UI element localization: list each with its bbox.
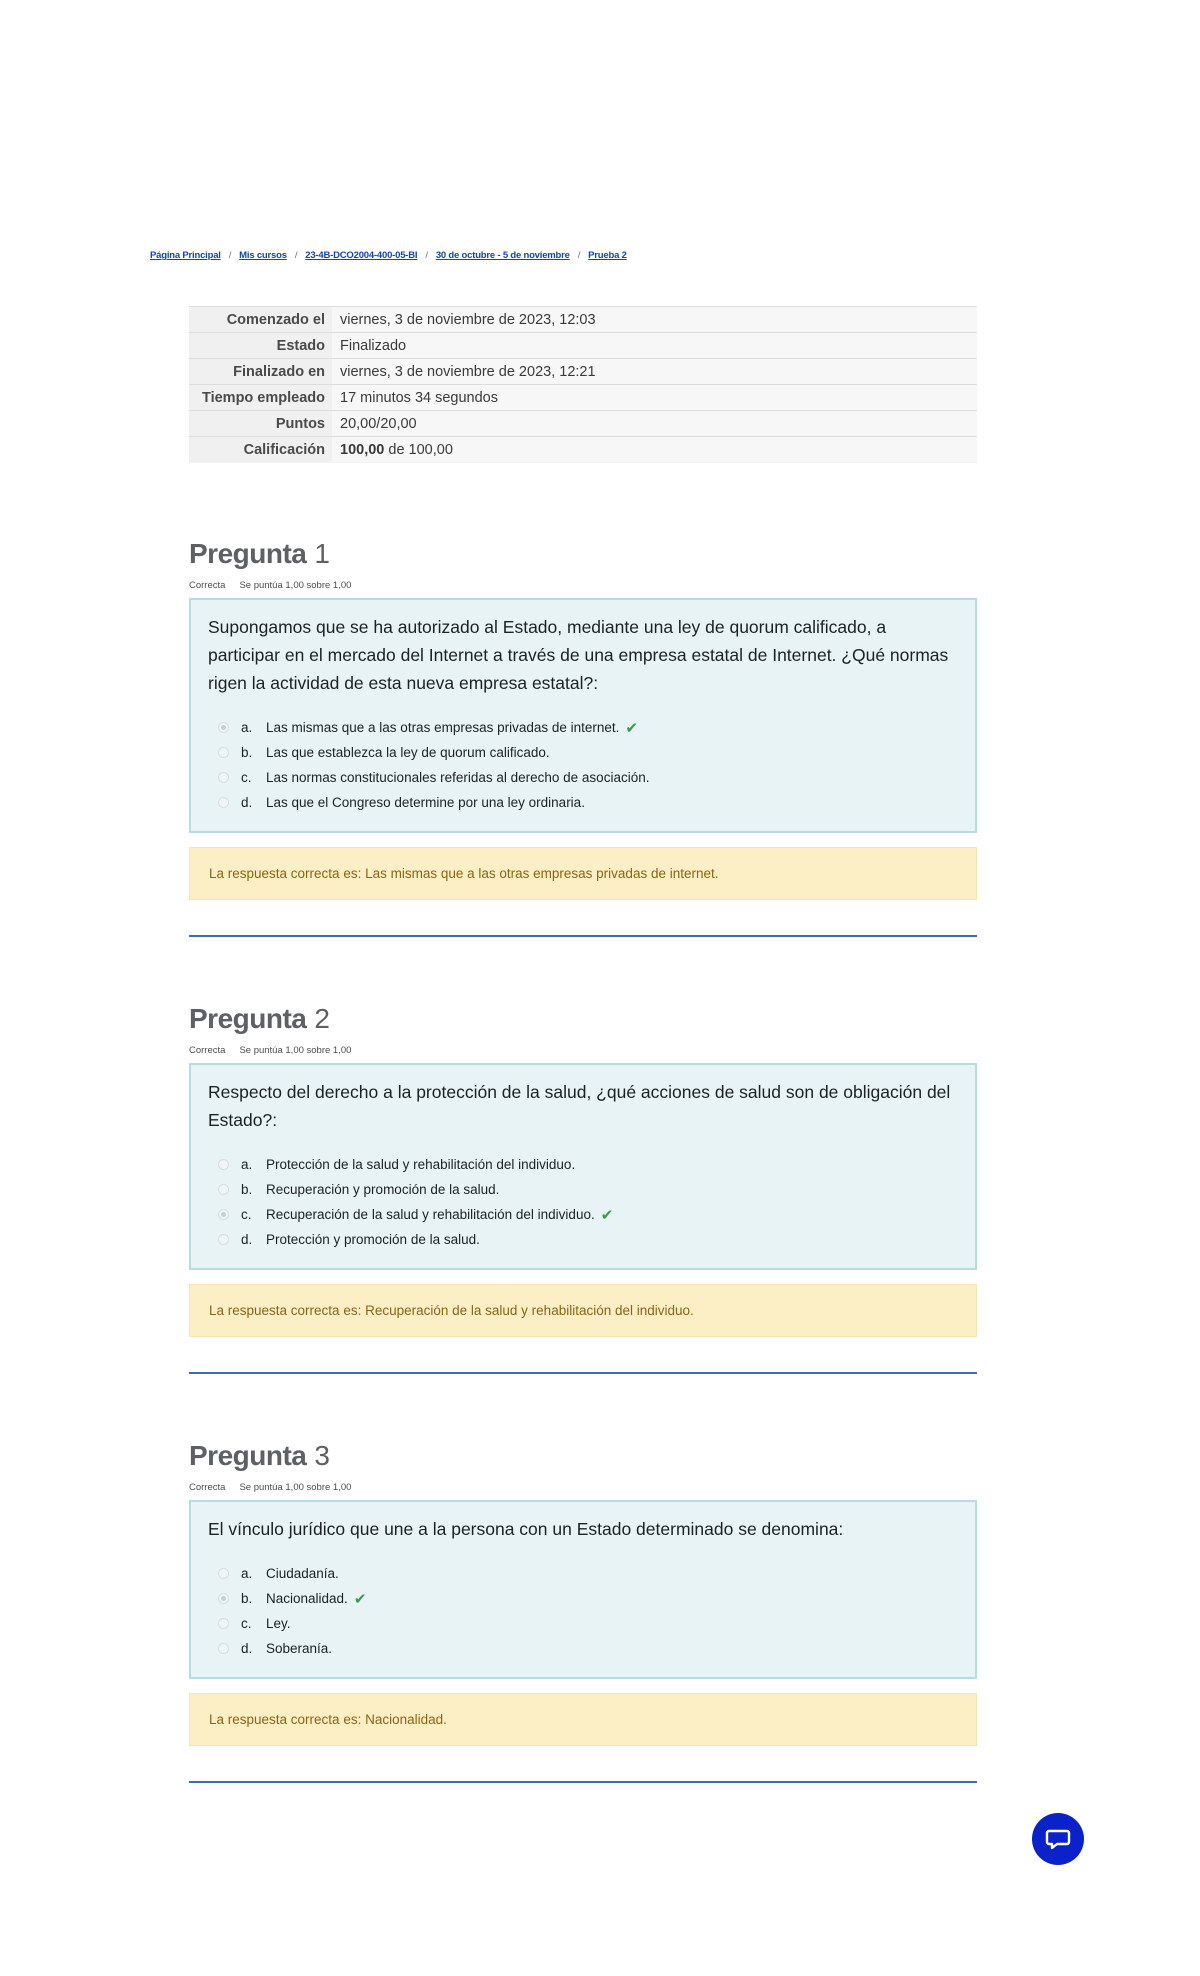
question-box [189, 598, 977, 833]
question-1 [189, 538, 977, 937]
question-box [189, 1063, 977, 1270]
question-heading [189, 1003, 977, 1041]
breadcrumb-separator: / [294, 250, 298, 261]
breadcrumb-separator: / [425, 250, 428, 261]
question-meta [189, 1482, 977, 1494]
radio-button[interactable] [218, 747, 229, 758]
attempt-summary-table [189, 306, 977, 463]
question-score: Se puntúa 1,00 sobre 1,00 [239, 1482, 352, 1493]
answer-option[interactable] [208, 765, 958, 790]
question-status: Correcta [189, 1482, 226, 1493]
option-letter: c. [241, 1207, 252, 1222]
answer-options [208, 1561, 958, 1661]
summary-label: Calificación [189, 437, 332, 463]
answer-option[interactable] [208, 1586, 958, 1611]
question-divider [189, 1372, 977, 1374]
radio-button[interactable] [218, 722, 229, 733]
radio-button[interactable] [218, 1643, 229, 1654]
summary-label: Finalizado en [189, 359, 332, 385]
question-text: Supongamos que se ha autorizado al Estado, mediante una ley de quorum calificado, a participar en el mercado del Internet a través de una empresa estatal de Internet. ¿Qué normas rigen la actividad de esta nueva empresa estatal?: [208, 617, 949, 693]
radio-button[interactable] [218, 1568, 229, 1579]
summary-value: Finalizado [332, 333, 977, 359]
option-letter: d. [241, 1641, 253, 1656]
chat-button[interactable] [1032, 1813, 1084, 1865]
answer-options [208, 1152, 958, 1252]
breadcrumb-separator: / [577, 250, 581, 261]
question-heading [189, 1440, 977, 1478]
summary-row-grade [189, 437, 977, 463]
radio-button[interactable] [218, 1593, 229, 1604]
question-divider [189, 1781, 977, 1783]
answer-option[interactable] [208, 1611, 958, 1636]
summary-value: viernes, 3 de noviembre de 2023, 12:21 [332, 359, 977, 385]
summary-row-state [189, 333, 977, 359]
answer-option[interactable] [208, 790, 958, 815]
option-text: Las que el Congreso determine por una ley ordinaria. [266, 795, 585, 810]
summary-value [332, 437, 977, 463]
answer-options [208, 715, 958, 815]
answer-option[interactable] [208, 1561, 958, 1586]
breadcrumb-quiz-link[interactable]: Prueba 2 [588, 250, 627, 261]
question-title: Pregunta [189, 538, 307, 569]
question-score: Se puntúa 1,00 sobre 1,00 [239, 580, 352, 591]
answer-option[interactable] [208, 1202, 958, 1227]
check-icon: ✔ [625, 719, 638, 737]
radio-button[interactable] [218, 1618, 229, 1629]
breadcrumb-week-link[interactable]: 30 de octubre - 5 de noviembre [435, 250, 570, 261]
radio-button[interactable] [218, 797, 229, 808]
summary-label: Tiempo empleado [189, 385, 332, 411]
breadcrumb-course-link[interactable]: 23-4B-DCO2004-400-05-BI [305, 250, 418, 261]
question-text: El vínculo jurídico que une a la persona con un Estado determinado se denomina: [208, 1519, 844, 1539]
option-text: Las normas constitucionales referidas al derecho de asociación. [266, 770, 650, 785]
option-letter: c. [241, 770, 252, 785]
grade-value: 100,00 [340, 442, 385, 458]
option-text: Protección y promoción de la salud. [266, 1232, 480, 1247]
question-number: 1 [314, 538, 330, 569]
summary-row-started [189, 307, 977, 333]
option-text: Recuperación de la salud y rehabilitación del individuo. [266, 1207, 595, 1222]
chat-bubble-icon [1045, 1826, 1071, 1852]
question-meta [189, 1045, 977, 1057]
option-letter: a. [241, 1566, 253, 1581]
question-heading [189, 538, 977, 576]
summary-label: Puntos [189, 411, 332, 437]
option-text: Soberanía. [266, 1641, 333, 1656]
option-letter: a. [241, 1157, 253, 1172]
question-text: Respecto del derecho a la protección de la salud, ¿qué acciones de salud son de obligación del Estado?: [208, 1082, 951, 1130]
question-2 [189, 1003, 977, 1374]
summary-value: viernes, 3 de noviembre de 2023, 12:03 [332, 307, 977, 333]
radio-button[interactable] [218, 1234, 229, 1245]
option-text: Nacionalidad. [266, 1591, 348, 1606]
answer-option[interactable] [208, 740, 958, 765]
option-text: Las que establezca la ley de quorum calificado. [266, 745, 550, 760]
question-box [189, 1500, 977, 1679]
option-letter: b. [241, 1182, 253, 1197]
check-icon: ✔ [353, 1590, 367, 1608]
question-title: Pregunta [189, 1003, 307, 1034]
option-text: Recuperación y promoción de la salud. [266, 1182, 500, 1197]
check-icon: ✔ [600, 1206, 614, 1224]
breadcrumb [150, 250, 627, 261]
option-text: Ciudadanía. [266, 1566, 339, 1581]
question-status: Correcta [189, 580, 226, 591]
breadcrumb-separator: / [228, 250, 232, 261]
summary-row-points [189, 411, 977, 437]
question-meta [189, 580, 977, 592]
answer-option[interactable] [208, 715, 958, 740]
answer-option[interactable] [208, 1177, 958, 1202]
option-letter: b. [241, 1591, 253, 1606]
question-number: 2 [314, 1003, 330, 1034]
summary-value: 17 minutos 34 segundos [332, 385, 977, 411]
radio-button[interactable] [218, 772, 229, 783]
correct-answer-feedback: La respuesta correcta es: Las mismas que a las otras empresas privadas de internet. [189, 847, 977, 900]
summary-label: Estado [189, 333, 332, 359]
correct-answer-feedback: La respuesta correcta es: Nacionalidad. [189, 1693, 977, 1746]
option-text: Protección de la salud y rehabilitación del individuo. [266, 1157, 576, 1172]
radio-button[interactable] [218, 1159, 229, 1170]
option-letter: d. [241, 795, 253, 810]
breadcrumb-home-link[interactable]: Página Principal [150, 250, 221, 261]
question-number: 3 [314, 1440, 330, 1471]
answer-option[interactable] [208, 1227, 958, 1252]
summary-value: 20,00/20,00 [332, 411, 977, 437]
option-text: Ley. [266, 1616, 291, 1631]
option-letter: d. [241, 1232, 253, 1247]
option-letter: a. [241, 720, 253, 735]
summary-row-time [189, 385, 977, 411]
option-letter: c. [241, 1616, 252, 1631]
summary-label: Comenzado el [189, 307, 332, 333]
correct-answer-feedback: La respuesta correcta es: Recuperación de la salud y rehabilitación del individuo. [189, 1284, 977, 1337]
summary-row-finished [189, 359, 977, 385]
option-letter: b. [241, 745, 253, 760]
answer-option[interactable] [208, 1152, 958, 1177]
radio-button[interactable] [218, 1184, 229, 1195]
question-status: Correcta [189, 1045, 226, 1056]
question-score: Se puntúa 1,00 sobre 1,00 [239, 1045, 352, 1056]
radio-button[interactable] [218, 1209, 229, 1220]
answer-option[interactable] [208, 1636, 958, 1661]
option-text: Las mismas que a las otras empresas privadas de internet. [266, 720, 620, 735]
grade-max: de 100,00 [384, 442, 453, 458]
question-3 [189, 1440, 977, 1783]
breadcrumb-my-courses-link[interactable]: Mis cursos [239, 250, 287, 261]
question-title: Pregunta [189, 1440, 307, 1471]
question-divider [189, 935, 977, 937]
